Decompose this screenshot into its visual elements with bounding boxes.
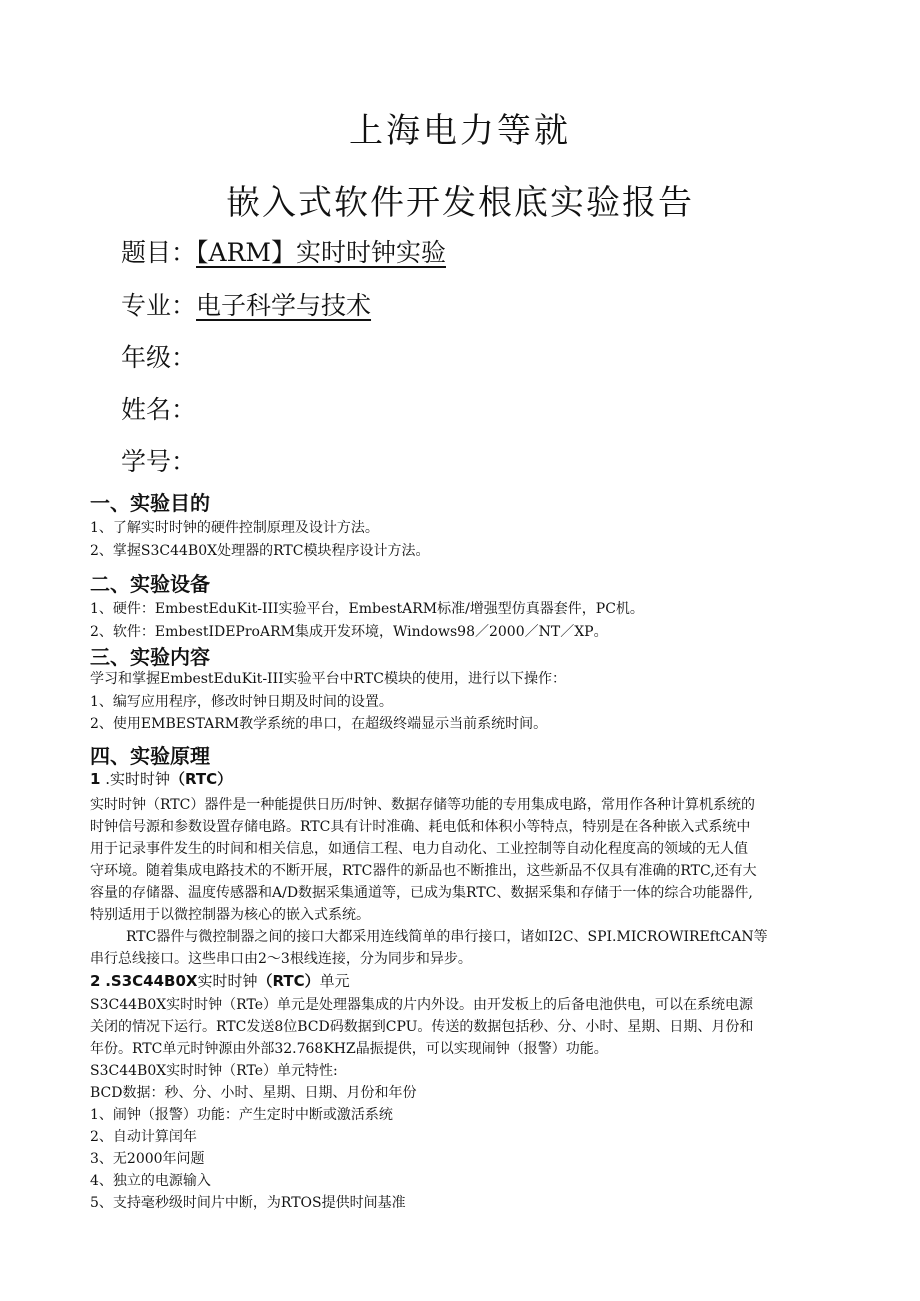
paragraph-line: 特别适用于以微控制器为核心的嵌入式系统。	[90, 907, 370, 923]
name-row	[121, 390, 196, 426]
paragraph-line: 容量的存储器、温度传感器和A/D数据采集通道等，已成为集RTC、数据采集和存储于一体的综合功能器件,	[90, 885, 753, 901]
paragraph-line: 关闭的情况下运行。RTC发送8位BCD码数据到CPU。传送的数据包括秒、分、小时、星期、日期、月份和	[90, 1019, 754, 1035]
subheading-text: .实时时钟	[105, 770, 170, 788]
subheading-bold: （RTC）	[257, 972, 320, 990]
list-item: 4、独立的电源输入	[90, 1173, 211, 1189]
equipment-line: 2、软件：EmbestIDEProARM集成开发环境，Windows98／2000／NT／XP。	[90, 624, 608, 640]
paragraph-line: 串行总线接口。这些串口由2～3根线连接，分为同步和异步。	[90, 951, 472, 967]
paragraph-line: 用于记录事件发生的时间和相关信息，如通信工程、电力自动化、工业控制等自动化程度高的领域的无人值	[90, 841, 748, 857]
paragraph-line: S3C44B0X实时时钟（RTe）单元特性:	[90, 1063, 338, 1079]
subheading-text: 单元	[319, 972, 350, 990]
list-item: 2、自动计算闰年	[90, 1129, 197, 1145]
student-id-label: 学号：	[121, 447, 197, 476]
paragraph-line: RTC器件与微控制器之间的接口大都采用连线简单的串行接口，诸如I2C、SPI.MICROWIREftCAN等	[126, 929, 768, 945]
major-row	[121, 286, 371, 322]
section-equipment-heading: 二、实验设备	[90, 572, 210, 596]
principle-subheading-s3c44b0x	[90, 970, 350, 991]
student-id-row	[121, 442, 196, 478]
subheading-bold: .S3C44B0X	[105, 972, 198, 990]
topic-value: 【ARM】实时时钟实验	[196, 238, 446, 267]
content-line: 2、使用EMBESTARM教学系统的串口，在超级终端显示当前系统时间。	[90, 716, 548, 732]
major-value: 电子科学与技术	[196, 291, 372, 320]
paragraph-line: 守环境。随着集成电路技术的不断开展，RTC器件的新品也不断推出，这些新品不仅具有准确的RTC,还有大	[90, 863, 757, 879]
major-label: 专业：	[121, 291, 197, 320]
paragraph-line: 实时时钟（RTC）器件是一种能提供日历/时钟、数据存储等功能的专用集成电路，常用作各种计算机系统的	[90, 797, 756, 813]
school-title: 上海电力等就	[349, 111, 571, 151]
subheading-text: 实时时钟	[197, 972, 258, 990]
purpose-line: 2、掌握S3C44B0X处理器的RTC模块程序设计方法。	[90, 543, 430, 559]
equipment-line: 1、硬件：EmbestEduKit-III实验平台，EmbestARM标准/增强型仿真器套件，PC机。	[90, 601, 644, 617]
subheading-bold: （RTC）	[170, 770, 233, 788]
paragraph-line: BCD数据：秒、分、小时、星期、日期、月份和年份	[90, 1085, 417, 1101]
topic-row	[121, 233, 446, 269]
section-content-heading: 三、实验内容	[90, 645, 210, 669]
section-principle-heading: 四、实验原理	[90, 744, 210, 768]
report-title: 嵌入式软件开发根底实验报告	[226, 183, 694, 223]
content-line: 1、编写应用程序，修改时钟日期及时间的设置。	[90, 694, 393, 710]
purpose-line: 1、了解实时时钟的硬件控制原理及设计方法。	[90, 520, 379, 536]
grade-row	[121, 338, 196, 374]
grade-label: 年级：	[121, 343, 197, 372]
paragraph-line: 年份。RTC单元时钟源由外部32.768KHZ晶振提供，可以实现闹钟（报警）功能。	[90, 1041, 608, 1057]
subheading-number: 2	[90, 972, 101, 990]
name-label: 姓名：	[121, 395, 197, 424]
list-item: 1、闹钟（报警）功能：产生定时中断或激活系统	[90, 1107, 393, 1123]
paragraph-line: S3C44B0X实时时钟（RTe）单元是处理器集成的片内外设。由开发板上的后备电池供电，可以在系统电源	[90, 997, 754, 1013]
content-line: 学习和掌握EmbestEduKit-III实验平台中RTC模块的使用，进行以下操作：	[90, 671, 566, 687]
topic-label: 题目：	[121, 238, 197, 267]
list-item: 5、支持毫秒级时间片中断，为RTOS提供时间基准	[90, 1195, 406, 1211]
principle-subheading-rtc	[90, 768, 232, 789]
list-item: 3、无2000年问题	[90, 1151, 205, 1167]
section-purpose-heading: 一、实验目的	[90, 491, 210, 515]
subheading-number: 1	[90, 770, 101, 788]
paragraph-line: 时钟信号源和参数设置存储电路。RTC具有计时准确、耗电低和体积小等特点，特别是在各种嵌入式系统中	[90, 819, 751, 835]
